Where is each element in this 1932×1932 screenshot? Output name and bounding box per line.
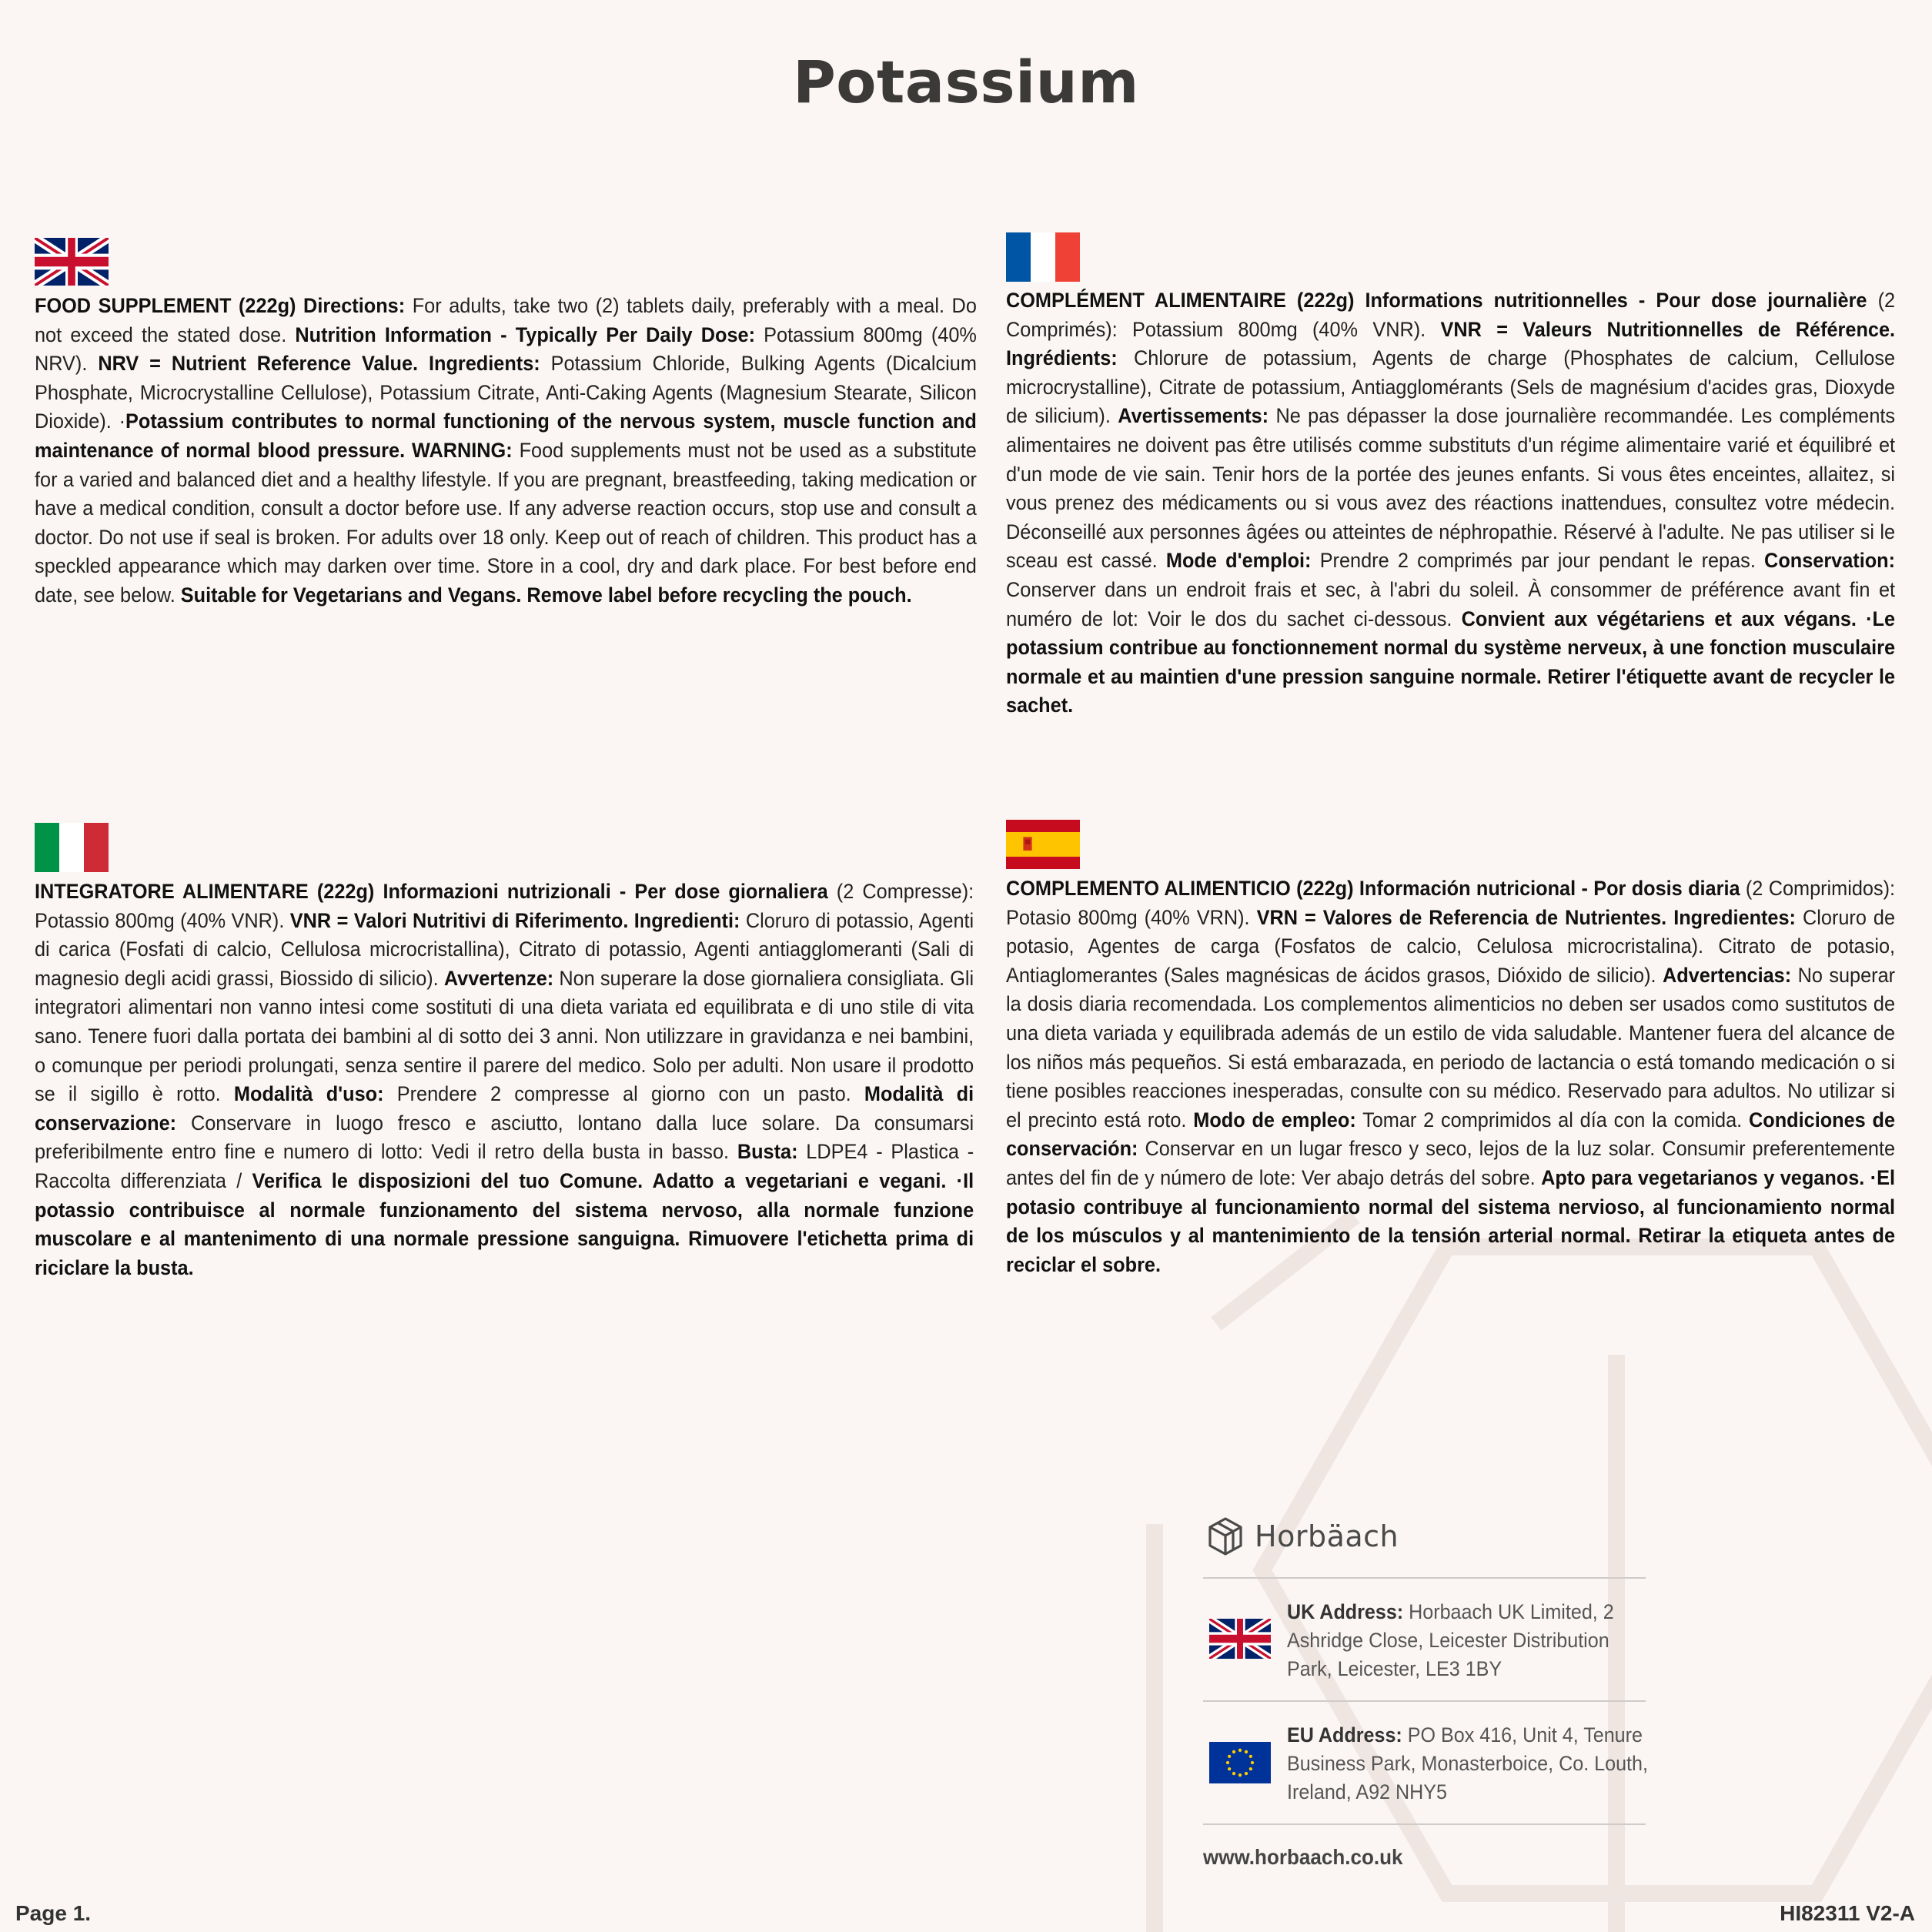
label-text-segment: Food supplements must not be used as a substitute for a varied and balanced diet and a healthy lifestyle. If you are pregnant, breastfeeding, taking medication or have a medical condition, consult a doctor before use. If any adverse reaction occurs, stop use and consult a doctor. Do not use if seal is broken. For adults over 18 only. Keep out of reach of children. This product has a speckled appearance which may darken over time. Store in a cool, dry and dark place. For best before end date, see below. [35, 437, 977, 607]
italian-label-text [35, 877, 974, 1282]
label-text-segment: Mode d'emploi: [1165, 548, 1312, 573]
uk-address [1287, 1598, 1660, 1683]
label-text-segment: VRN = Valores de Referencia de Nutrientes. Ingredientes: [1256, 904, 1796, 929]
label-text-segment: Modalità di conservazione: [35, 1081, 974, 1135]
label-text-segment: Cloruro di potassio, Agenti di carica (Fosfati di calcio, Cellulosa microcristallina), Citrato di potassio, Agenti antiagglomeranti (Sali di magnesio degli acidi grassi, Biossido di silicio). [35, 908, 974, 990]
label-text-segment: Cloruro de potasio, Agentes de carga (Fosfatos de calcio, Celulosa microcristalina). Citrato de potasio, Antiaglomerantes (Sales magnésicas de ácidos grasos, Dióxido de silicio). [1006, 904, 1896, 987]
brand-logo [1207, 1515, 1399, 1558]
label-text-segment: LDPE4 - Plastica - Raccolta differenziata / [35, 1139, 974, 1192]
label-text-segment: INTEGRATORE ALIMENTARE (222g) Informazioni nutrizionali - Per dose giornaliera [35, 879, 828, 903]
brand-name: Horbäach [1255, 1519, 1399, 1553]
label-text-segment: For adults, take two (2) tablets daily, preferably with a meal. Do not exceed the stated dose. [35, 293, 977, 346]
divider [1203, 1577, 1646, 1579]
label-text-segment: Prendere 2 compresse al giorno con un pasto. [383, 1081, 864, 1106]
label-text-segment: Condiciones de conservación: [1006, 1107, 1896, 1161]
label-text-segment: FOOD SUPPLEMENT (222g) Directions: [35, 293, 406, 317]
label-text-segment: (2 Comprimidos): Potasio 800mg (40% VRN). [1006, 876, 1896, 929]
label-text-segment: Advertencias: [1662, 962, 1792, 987]
product-code: HI82311 V2-A [1780, 1901, 1915, 1925]
page-title: Potassium [793, 48, 1139, 116]
label-text-segment: Conserver dans un endroit frais et sec, à l'abri du soleil. À consommer de préférence avant fin et numéro de lot: Voir le dos du sachet ci-dessous. [1006, 577, 1896, 630]
label-text-segment: Potassium 800mg (40% NRV). [35, 322, 977, 376]
uk-flag-icon [35, 238, 109, 286]
label-text-segment: Conservare in luogo fresco e asciutto, lontano dalla luce solare. Da consumarsi preferibilmente entro fine e numero di lotto: Vedi il retro della busta in basso. [35, 1110, 974, 1164]
label-text-segment: Avertissements: [1118, 403, 1269, 428]
uk-address-label: UK Address: [1287, 1600, 1404, 1623]
label-text-segment: Avvertenze: [443, 965, 554, 990]
italy-flag-icon [35, 823, 109, 872]
france-flag-icon [1006, 232, 1080, 282]
divider [1203, 1823, 1646, 1825]
french-label-text [1006, 286, 1895, 720]
label-text-segment: Apto para vegetarianos y veganos. ·El potasio contribuye al funcionamiento normal del sistema nervioso, al funcionamiento normal de los músculos y al mantenimiento de la tensión arterial normal. Retirar la etiqueta antes de reciclar el sobre. [1006, 1165, 1896, 1276]
eu-address-label: EU Address: [1287, 1723, 1402, 1746]
website-link[interactable]: www.horbaach.co.uk [1203, 1845, 1403, 1869]
label-text-segment: NRV = Nutrient Reference Value. Ingredients: [98, 351, 540, 376]
eu-address [1287, 1721, 1660, 1807]
english-label-text [35, 291, 977, 610]
eu-address-text: PO Box 416, Unit 4, Tenure Business Park, Monasterboice, Co. Louth, Ireland, A92 NHY5 [1287, 1723, 1648, 1803]
label-text-segment: Conservar en un lugar fresco y seco, lejos de la luz solar. Consumir preferentemente antes del fin de y número de lote: Ver abajo detrás del sobre. [1006, 1136, 1896, 1189]
label-text-segment: Ne pas dépasser la dose journalière recommandée. Les compléments alimentaires ne doivent pas être utilisés comme substituts d'un régime alimentaire varié et équilibré et d'un mode de vie sain. Tenir hors de la portée des jeunes enfants. Si vous êtes enceintes, allaitez, si vous prenez des médicaments ou si vous avez des réactions inattendues, consultez votre médecin. Déconseillé aux personnes âgées ou atteintes de néphropathie. Réservé à l'adulte. Ne pas utiliser si le sceau est cassé. [1006, 403, 1896, 573]
label-text-segment: Verifica le disposizioni del tuo Comune. Adatto a vegetariani e vegani. ·Il potassio contribuisce al normale funzionamento del sistema nervoso, alla normale funzione muscolare e al mantenimento di una normale pressione sanguigna. Rimuovere l'etichetta prima di riciclare la busta. [35, 1168, 974, 1279]
hexagon-cube-logo-icon [1207, 1516, 1244, 1556]
label-text-segment: Convient aux végétariens et aux végans. ·Le potassium contribue au fonctionnement normal du système nerveux, à une fonction musculaire normale et au maintien d'une pression sanguine normale. Retirer l'étiquette avant de recycler le sachet. [1006, 606, 1896, 717]
label-text-segment: Modo de empleo: [1193, 1107, 1356, 1131]
label-text-segment: Busta: [737, 1139, 798, 1164]
label-text-segment: Suitable for Vegetarians and Vegans. Remove label before recycling the pouch. [180, 582, 912, 607]
eu-flag-icon [1209, 1742, 1271, 1783]
uk-flag-icon [1209, 1619, 1271, 1659]
label-text-segment: VNR = Valori Nutritivi di Riferimento. Ingredienti: [289, 908, 740, 932]
label-text-segment: (2 Compresse): Potassio 800mg (40% VNR). [35, 879, 974, 932]
label-text-segment: Conservation: [1764, 548, 1896, 573]
spain-flag-icon [1006, 820, 1080, 869]
label-text-segment: Potassium Chloride, Bulking Agents (Dicalcium Phosphate, Microcrystalline Cellulose), Potassium Citrate, Anti-Caking Agents (Magnesium Stearate, Silicon Dioxide). · [35, 351, 977, 433]
spanish-label-text [1006, 874, 1895, 1279]
label-text-segment: COMPLEMENTO ALIMENTICIO (222g) Información nutricional - Por dosis diaria [1006, 876, 1740, 900]
label-text-segment: Non superare la dose giornaliera consigliata. Gli integratori alimentari non vanno intesi come sostituti di una dieta variata ed equilibrata e di uno stile di vita sano. Tenere fuori dalla portata dei bambini al di sotto dei 3 anni. Non utilizzare in gravidanza e nei bambini, o comunque per periodi prolungati, senza sentire il parere del medico. Solo per adulti. Non usare il prodotto se il sigillo è rotto. [35, 965, 974, 1106]
divider [1203, 1700, 1646, 1702]
label-text-segment: COMPLÉMENT ALIMENTAIRE (222g) Informations nutritionnelles - Pour dose journalière [1006, 288, 1867, 312]
label-text-segment: No superar la dosis diaria recomendada. Los complementos alimenticios no deben ser usados como sustitutos de una dieta variada y equilibrada además de un estilo de vida saludable. Mantener fuera del alcance de los niños más pequeños. Si está embarazada, en periodo de lactancia o está tomando medicación o si tiene posibles reacciones inesperadas, consulte con su médico. Reservado para adultos. No utilizar si el precinto está roto. [1006, 962, 1896, 1131]
label-text-segment: VNR = Valeurs Nutritionnelles de Référence. Ingrédients: [1006, 316, 1896, 370]
label-text-segment: Prendre 2 comprimés par jour pendant le repas. [1311, 548, 1765, 573]
watermark-hexagon-graphic [1124, 1201, 1932, 1932]
label-text-segment: Tomar 2 comprimidos al día con la comida. [1355, 1107, 1750, 1131]
label-text-segment: Nutrition Information - Typically Per Daily Dose: [295, 322, 755, 346]
label-text-segment: Potassium contributes to normal functioning of the nervous system, muscle function and maintenance of normal blood pressure. WARNING: [35, 409, 977, 462]
uk-address-text: Horbaach UK Limited, 2 Ashridge Close, Leicester Distribution Park, Leicester, LE3 1BY [1287, 1600, 1614, 1680]
page-number: Page 1. [15, 1901, 92, 1925]
label-text-segment: Modalità d'uso: [233, 1081, 384, 1106]
label-text-segment: Chlorure de potassium, Agents de charge (Phosphates de calcium, Cellulose microcrystalline), Citrate de potassium, Antiagglomérants (Sels de magnésium d'acides gras, Dioxyde de silicium). [1006, 346, 1896, 428]
label-text-segment: (2 Comprimés): Potassium 800mg (40% VNR). [1006, 288, 1896, 341]
